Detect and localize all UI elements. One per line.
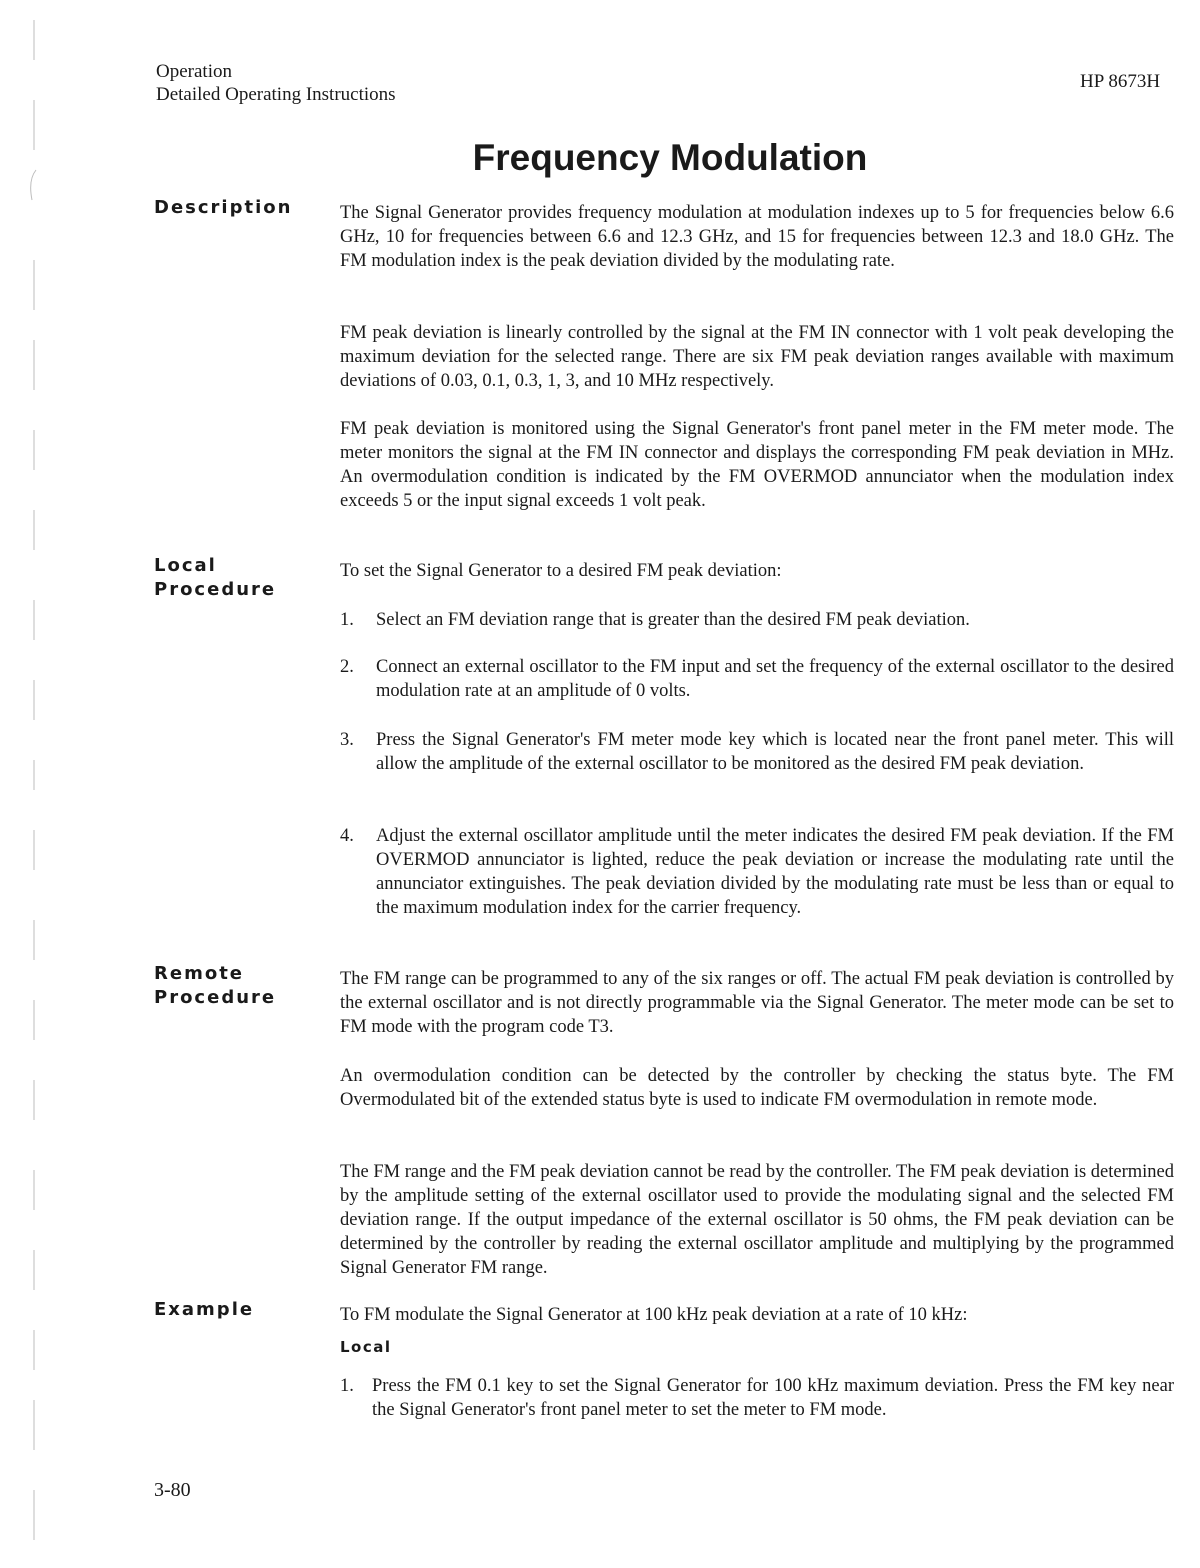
example-step xyxy=(340,1374,1174,1422)
step-text: Connect an external oscillator to the FM input and set the frequency of the external oscillator to the desired modulation rate at an amplitude of 0 volts. xyxy=(376,657,1174,701)
step-text: Press the Signal Generator's FM meter mode key which is located near the front panel meter. This will allow the amplitude of the external oscillator to be monitored as the desired FM peak deviation. xyxy=(376,730,1174,774)
step-text: Adjust the external oscillator amplitude until the meter indicates the desired FM peak deviation. If the FM OVERMOD annunciator is lighted, reduce the peak deviation or increase the modulating rate until the annunciator extinguishes. The peak deviation divided by the modulating rate must be less than or equal to the maximum modulation index for the carrier frequency. xyxy=(376,826,1174,918)
procedure-step xyxy=(340,728,1174,776)
example-heading: Example xyxy=(154,1299,255,1320)
remote-procedure-heading-line1: Remote xyxy=(154,963,245,984)
header-subsection: Detailed Operating Instructions xyxy=(156,84,396,105)
binding-marks xyxy=(30,0,38,1568)
step-text: Select an FM deviation range that is greater than the desired FM peak deviation. xyxy=(376,610,970,630)
step-number: 4. xyxy=(340,826,354,846)
local-procedure-heading-line1: Local xyxy=(154,555,217,576)
description-paragraph: FM peak deviation is linearly controlled by the signal at the FM IN connector with 1 volt peak developing the maximum deviation for the selected range. There are six FM peak deviation ranges available with maximum deviations of 0.03, 0.1, 0.3, 1, 3, and 10 MHz respectively. xyxy=(340,323,1174,391)
procedure-step xyxy=(340,655,1174,703)
running-header xyxy=(156,60,396,106)
remote-procedure-heading xyxy=(154,962,276,1010)
step-number: 1. xyxy=(340,610,354,630)
header-section: Operation xyxy=(156,61,232,82)
description-heading: Description xyxy=(154,197,293,218)
example-intro: To FM modulate the Signal Generator at 100 kHz peak deviation at a rate of 10 kHz: xyxy=(340,1305,968,1325)
remote-procedure-paragraph: An overmodulation condition can be detected by the controller by checking the status byte. The FM Overmodulated bit of the extended status byte is used to indicate FM overmodulation in remote mode. xyxy=(340,1066,1174,1110)
local-procedure-intro: To set the Signal Generator to a desired FM peak deviation: xyxy=(340,561,782,581)
page-number: 3-80 xyxy=(154,1479,191,1501)
remote-procedure-paragraph: The FM range and the FM peak deviation cannot be read by the controller. The FM peak deviation is determined by the amplitude setting of the external oscillator used to provide the modulating signal and the selected FM deviation range. If the output impedance of the external oscillator is 50 ohms, the FM peak deviation can be determined by the controller by reading the external oscillator amplitude and multiplying by the programmed Signal Generator FM range. xyxy=(340,1162,1174,1278)
page-title: Frequency Modulation xyxy=(472,137,868,178)
example-local-subheading: Local xyxy=(340,1338,392,1356)
step-number: 2. xyxy=(340,657,354,677)
description-paragraph: The Signal Generator provides frequency modulation at modulation indexes up to 5 for frequencies below 6.6 GHz, 10 for frequencies between 6.6 and 12.3 GHz, and 15 for frequencies between 12.3 and 18.0 GHz. The FM modulation index is the peak deviation divided by the modulating rate. xyxy=(340,203,1174,271)
local-procedure-heading xyxy=(154,554,276,602)
procedure-step xyxy=(340,824,1174,920)
local-procedure-heading-line2: Procedure xyxy=(154,579,277,600)
remote-procedure-heading-line2: Procedure xyxy=(154,987,277,1008)
header-model: HP 8673H xyxy=(1080,71,1161,92)
description-paragraph: FM peak deviation is monitored using the Signal Generator's front panel meter in the FM meter mode. The meter monitors the signal at the FM IN connector and displays the corresponding FM peak deviation in MHz. An overmodulation condition is indicated by the FM OVERMOD annunciator when the modulation index exceeds 5 or the input signal exceeds 1 volt peak. xyxy=(340,419,1174,511)
step-text: Press the FM 0.1 key to set the Signal Generator for 100 kHz maximum deviation. Press the FM key near the Signal Generator's front panel meter to set the meter to FM mode. xyxy=(372,1376,1174,1420)
step-number: 3. xyxy=(340,730,354,750)
procedure-step xyxy=(340,608,1174,632)
remote-procedure-paragraph: The FM range can be programmed to any of the six ranges or off. The actual FM peak deviation is controlled by the external oscillator and is not directly programmable via the Signal Generator. The meter mode can be set to FM mode with the program code T3. xyxy=(340,969,1174,1037)
step-number: 1. xyxy=(340,1376,354,1396)
